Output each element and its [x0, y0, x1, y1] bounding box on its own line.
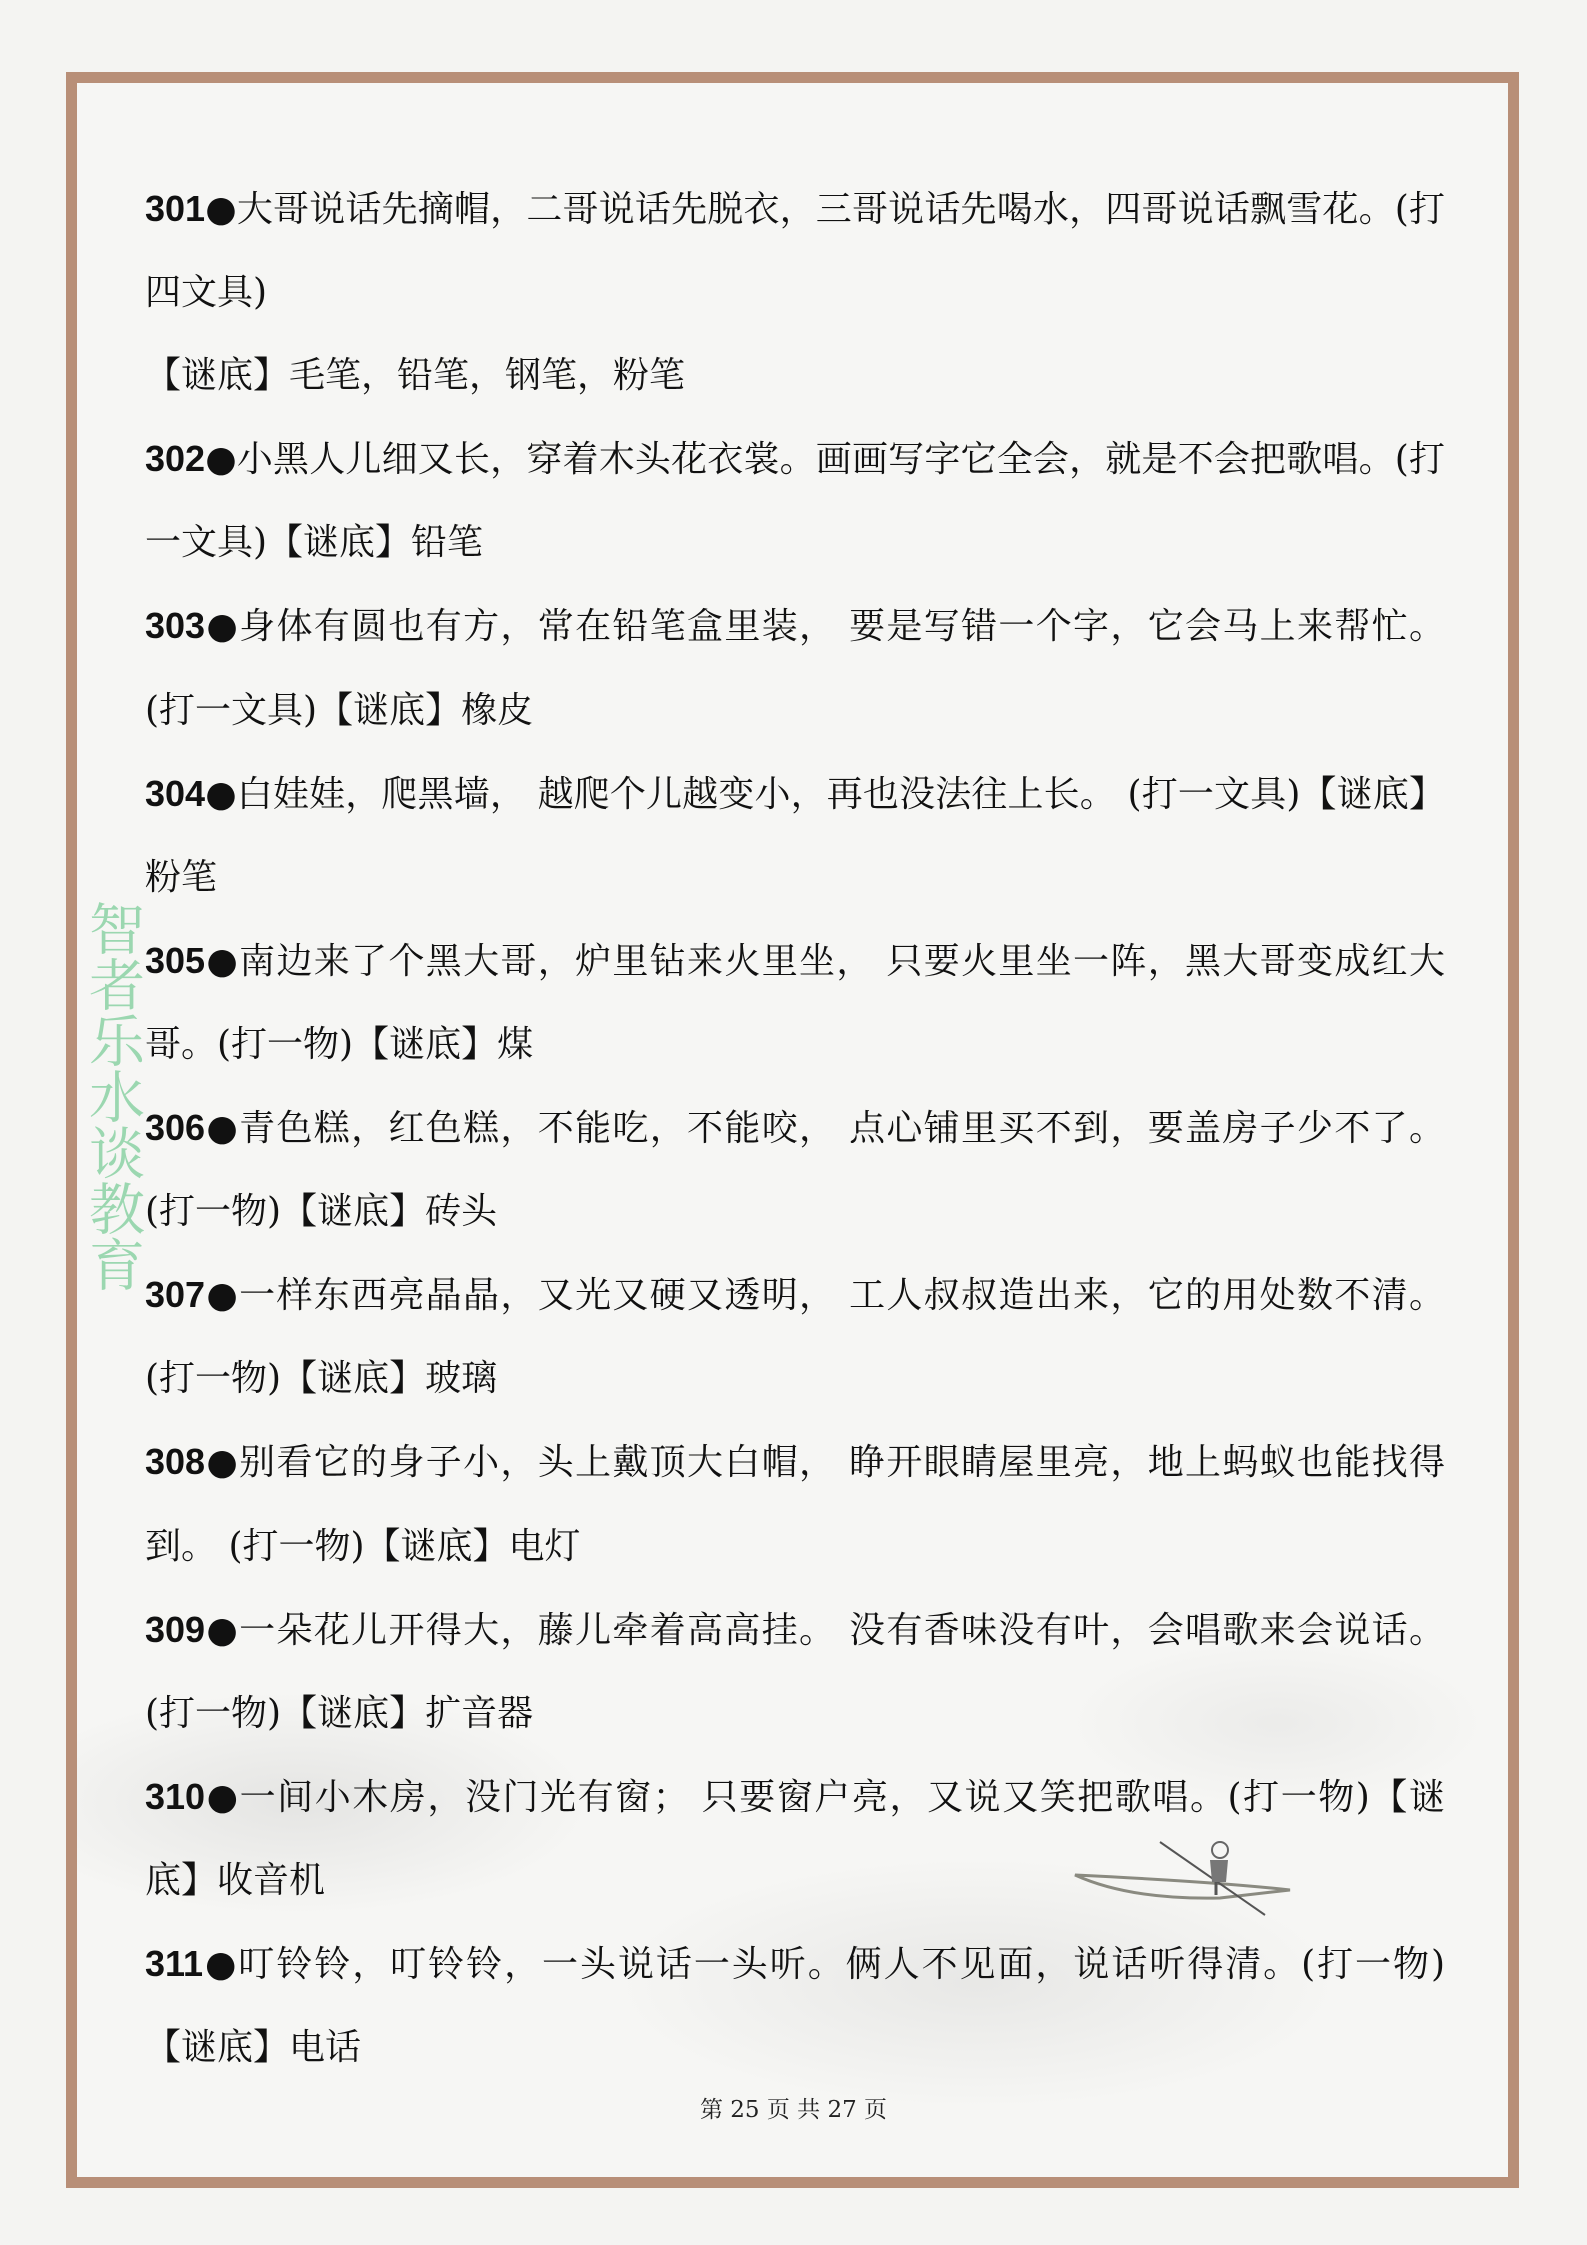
riddle-answer: 【谜底】扩音器: [281, 1692, 534, 1734]
riddle-answer: 【谜底】收音机: [145, 1776, 1445, 1901]
bullet-icon: ●: [205, 439, 237, 481]
riddle-309: 309●一朵花儿开得大，藤儿牵着高高挂。 没有香味没有叶，会唱歌来会说话。(打一物)【谜底】扩音器: [145, 1608, 1445, 1734]
riddle-311: 311●叮铃铃，叮铃铃，一头说话一头听。俩人不见面，说话听得清。(打一物)【谜底】电话: [145, 1942, 1445, 2069]
riddle-303: 303●身体有圆也有方，常在铅笔盒里装， 要是写错一个字，它会马上来帮忙。(打一文具)【谜底】橡皮: [145, 605, 1445, 731]
bullet-icon: ●: [205, 773, 237, 815]
bullet-icon: ●: [203, 1943, 239, 1985]
bullet-icon: ●: [205, 1275, 240, 1317]
riddle-answer: 【谜底】电话: [145, 2027, 362, 2069]
riddle-305: 305●南边来了个黑大哥，炉里钻来火里坐， 只要火里坐一阵，黑大哥变成红大哥。(打一物)【谜底】煤: [145, 939, 1445, 1065]
riddle-answer: 【谜底】砖头: [281, 1191, 498, 1233]
bullet-icon: ●: [205, 1609, 240, 1651]
bullet-icon: ●: [205, 1108, 240, 1150]
riddle-answer: 【谜底】橡皮: [317, 689, 534, 731]
riddle-301: 301●大哥说话先摘帽，二哥说话先脱衣，三哥说话先喝水，四哥说话飘雪花。(打四文具) 【谜底】毛笔，铅笔，钢笔，粉笔: [145, 167, 1445, 417]
riddle-307: 307●一样东西亮晶晶，又光又硬又透明， 工人叔叔造出来，它的用处数不清。(打一物)【谜底】玻璃: [145, 1274, 1445, 1400]
watermark: 智者乐水谈教育: [80, 900, 145, 1292]
riddle-list: [145, 167, 1445, 2089]
page-body: [0, 167, 1587, 2127]
riddle-answer: 【谜底】铅笔: [267, 522, 484, 564]
riddle-answer: 【谜底】毛笔，铅笔，钢笔，粉笔: [145, 355, 686, 397]
riddle-304: 304●白娃娃，爬黑墙， 越爬个儿越变小，再也没法往上长。 (打一文具)【谜底】粉笔: [145, 772, 1445, 898]
bullet-icon: ●: [205, 189, 237, 230]
riddle-answer: 【谜底】煤: [353, 1023, 534, 1065]
riddle-answer: 【谜底】电灯: [364, 1525, 581, 1567]
riddle-310: 310●一间小木房，没门光有窗； 只要窗户亮，又说又笑把歌唱。(打一物)【谜底】收音机: [145, 1775, 1445, 1901]
bullet-icon: ●: [205, 1776, 240, 1818]
bullet-icon: ●: [205, 606, 240, 648]
riddle-answer: 【谜底】粉笔: [145, 773, 1445, 898]
bullet-icon: ●: [205, 940, 240, 982]
bullet-icon: ●: [205, 1442, 240, 1484]
riddle-308: 308●别看它的身子小，头上戴顶大白帽， 睁开眼睛屋里亮，地上蚂蚁也能找得到。 (打一物)【谜底】电灯: [145, 1441, 1445, 1567]
page-number: 第 25 页 共 27 页: [699, 2097, 888, 2124]
riddle-302: 302●小黑人儿细又长，穿着木头花衣裳。画画写字它全会，就是不会把歌唱。(打一文具)【谜底】铅笔: [145, 438, 1445, 564]
riddle-answer: 【谜底】玻璃: [281, 1358, 498, 1400]
riddle-306: 306●青色糕，红色糕，不能吃，不能咬， 点心铺里买不到，要盖房子少不了。(打一物)【谜底】砖头: [145, 1107, 1445, 1233]
